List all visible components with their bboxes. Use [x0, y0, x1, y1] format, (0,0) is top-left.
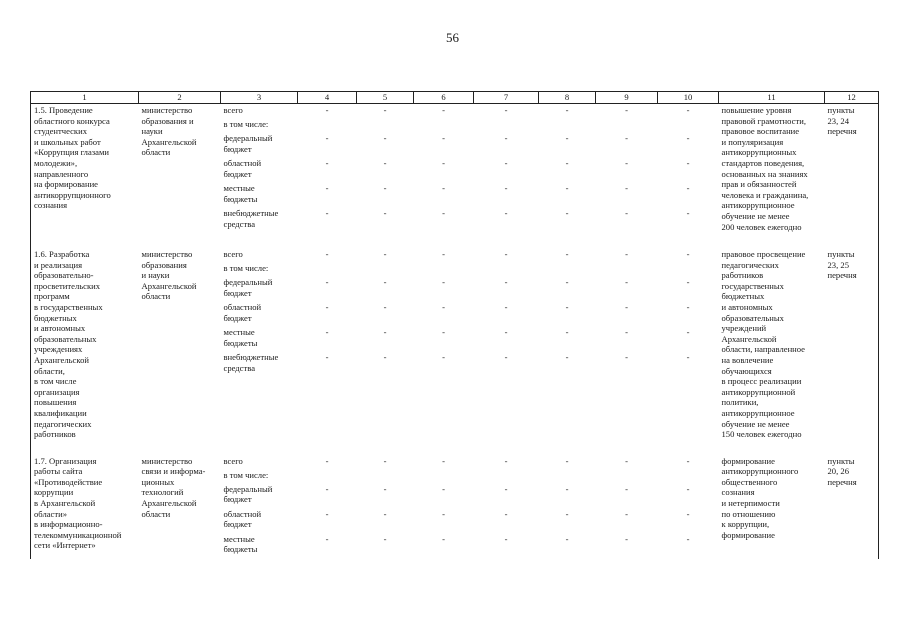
dash-value: - — [565, 183, 569, 193]
dash-value: - — [686, 133, 690, 143]
result-cell: повышение уровня правовой грамотности, правовое воспитание и популяризация антикоррупционных стандартов поведения, основанных на знаниях прав и обязанностей человека и гражданина, антикоррупционное обучение не менее 200 человек ежегодно — [721, 105, 809, 232]
column-header-5: 5 — [357, 92, 414, 104]
funding-source-label: всего — [223, 455, 243, 466]
dash-value: - — [625, 302, 628, 312]
dash-value: - — [504, 208, 508, 218]
dash-value: - — [625, 483, 628, 494]
funding-source-cell — [221, 455, 298, 559]
table-body — [31, 104, 879, 559]
dash-value: - — [325, 508, 329, 519]
funding-source-label: в том числе: — [223, 469, 269, 480]
dash-value: - — [325, 327, 329, 337]
amount-cell-col-5 — [357, 455, 414, 559]
amount-cell-col-8 — [539, 104, 596, 234]
dash-value: - — [504, 483, 508, 494]
column-header-7: 7 — [474, 92, 539, 104]
dash-value: - — [442, 208, 445, 218]
dash-value: - — [565, 158, 569, 168]
amount-cell-col-10 — [658, 104, 719, 234]
dash-value: - — [383, 533, 387, 544]
amount-cell-col-5 — [357, 104, 414, 234]
dash-value: - — [565, 455, 569, 466]
measure-cell: 1.5. Проведение областного конкурса студентческих и школьных работ «Коррупция глазами молодежи», направленного на формирование антикоррупционного сознания — [31, 104, 139, 234]
measure-cell: 1.7. Организация работы сайта «Противодействие коррупции в Архангельской области» в информационно- телекоммуникационной сети «Интернет» — [31, 455, 139, 559]
program-table — [30, 91, 879, 559]
dash-value: - — [625, 183, 628, 193]
funding-source-label: всего — [223, 105, 243, 115]
dash-value: - — [686, 455, 690, 466]
dash-value: - — [383, 133, 387, 143]
dash-value: - — [686, 277, 690, 287]
dash-value: - — [325, 277, 329, 287]
amount-cell-col-7 — [474, 248, 539, 440]
reference-cell: пункты 20, 26 перечня — [825, 455, 879, 559]
funding-source-label: всего — [223, 249, 243, 259]
funding-source-label: федеральный бюджет — [223, 277, 273, 298]
funding-source-label: местные бюджеты — [223, 183, 258, 204]
dash-value: - — [325, 302, 329, 312]
dash-value: - — [565, 327, 569, 337]
dash-value: - — [625, 133, 628, 143]
dash-value: - — [383, 483, 387, 494]
table-row — [31, 455, 879, 559]
dash-value: - — [565, 352, 569, 362]
amount-cell-col-6 — [414, 248, 474, 440]
funding-source-cell — [221, 104, 298, 234]
dash-value: - — [442, 302, 445, 312]
dash-value: - — [565, 249, 569, 259]
column-header-8: 8 — [539, 92, 596, 104]
dash-value: - — [504, 133, 508, 143]
page-number: 56 — [446, 30, 459, 45]
dash-value: - — [442, 158, 445, 168]
dash-value: - — [625, 508, 628, 519]
amount-cell-col-10 — [658, 248, 719, 440]
dash-value: - — [383, 208, 387, 218]
dash-value: - — [504, 327, 508, 337]
dash-value: - — [686, 533, 690, 544]
dash-value: - — [625, 208, 628, 218]
dash-value: - — [325, 208, 329, 218]
funding-source-label: внебюджетные средства — [223, 208, 279, 229]
dash-value: - — [442, 249, 445, 259]
column-header-11: 11 — [719, 92, 825, 104]
column-header-3: 3 — [221, 92, 298, 104]
dash-value: - — [686, 158, 690, 168]
column-header-2: 2 — [139, 92, 221, 104]
dash-value: - — [625, 277, 628, 287]
amount-cell-col-10 — [658, 455, 719, 559]
amount-cell-col-7 — [474, 455, 539, 559]
amount-cell-col-8 — [539, 455, 596, 559]
amount-cell-col-9 — [596, 455, 658, 559]
dash-value: - — [383, 249, 387, 259]
dash-value: - — [504, 352, 508, 362]
dash-value: - — [686, 352, 690, 362]
dash-value: - — [686, 483, 690, 494]
funding-source-label: федеральный бюджет — [223, 483, 273, 505]
column-header-12: 12 — [825, 92, 879, 104]
executor-cell: министерство образования и науки Архангельской области — [141, 105, 197, 158]
amount-cell-col-9 — [596, 248, 658, 440]
dash-value: - — [565, 508, 569, 519]
dash-value: - — [504, 105, 508, 115]
result-cell: формирование антикоррупционного общественного сознания и нетерпимости по отношению к коррупции, формирование — [721, 455, 799, 540]
column-header-9: 9 — [596, 92, 658, 104]
amount-cell-col-4 — [298, 248, 357, 440]
dash-value: - — [625, 352, 628, 362]
reference-cell: пункты 23, 25 перечня — [825, 248, 879, 440]
dash-value: - — [565, 105, 569, 115]
funding-source-label: областной бюджет — [223, 158, 262, 179]
column-header-1: 1 — [31, 92, 139, 104]
dash-value: - — [625, 158, 628, 168]
dash-value: - — [442, 533, 445, 544]
funding-source-label: областной бюджет — [223, 302, 262, 323]
dash-value: - — [442, 133, 445, 143]
dash-value: - — [325, 183, 329, 193]
dash-value: - — [625, 105, 628, 115]
dash-value: - — [504, 249, 508, 259]
dash-value: - — [565, 133, 569, 143]
dash-value: - — [686, 508, 690, 519]
dash-value: - — [325, 158, 329, 168]
funding-source-label: в том числе: — [223, 119, 269, 129]
dash-value: - — [325, 533, 329, 544]
dash-value: - — [383, 277, 387, 287]
row-spacer — [31, 440, 879, 455]
dash-value: - — [325, 105, 329, 115]
dash-value: - — [383, 508, 387, 519]
dash-value: - — [325, 249, 329, 259]
dash-value: - — [383, 455, 387, 466]
dash-value: - — [442, 455, 445, 466]
funding-source-label: внебюджетные средства — [223, 352, 279, 373]
executor-cell: министерство связи и информа- ционных технологий Архангельской области — [141, 455, 206, 519]
dash-value: - — [686, 105, 690, 115]
dash-value: - — [686, 327, 690, 337]
table-row — [31, 104, 879, 234]
dash-value: - — [565, 302, 569, 312]
result-cell: правовое просвещение педагогических работников государственных бюджетных и автономных образовательных учреждений Архангельской области, направленное на вовлечение обучающихся в процесс реализации антикоррупционной политики, антикоррупционное обучение не менее 150 человек ежегодно — [721, 249, 806, 440]
amount-cell-col-8 — [539, 248, 596, 440]
amount-cell-col-6 — [414, 104, 474, 234]
funding-source-label: местные бюджеты — [223, 533, 258, 555]
measure-cell: 1.6. Разработка и реализация образовательно- просветительских программ в государственных бюджетных и автономных образовательных учреждениях Архангельской области, в том числе организация повышения квалификации педагогических работников — [31, 248, 139, 440]
dash-value: - — [383, 183, 387, 193]
dash-value: - — [686, 208, 690, 218]
dash-value: - — [383, 327, 387, 337]
dash-value: - — [504, 533, 508, 544]
amount-cell-col-7 — [474, 104, 539, 234]
amount-cell-col-4 — [298, 104, 357, 234]
funding-source-label: в том числе: — [223, 263, 269, 273]
dash-value: - — [325, 483, 329, 494]
amount-cell-col-9 — [596, 104, 658, 234]
funding-source-cell — [221, 248, 298, 440]
funding-source-label: федеральный бюджет — [223, 133, 273, 154]
table-row — [31, 248, 879, 440]
dash-value: - — [565, 533, 569, 544]
dash-value: - — [325, 133, 329, 143]
reference-cell: пункты 23, 24 перечня — [825, 104, 879, 234]
dash-value: - — [625, 327, 628, 337]
dash-value: - — [442, 508, 445, 519]
dash-value: - — [504, 508, 508, 519]
dash-value: - — [504, 277, 508, 287]
dash-value: - — [625, 249, 628, 259]
dash-value: - — [686, 183, 690, 193]
dash-value: - — [504, 455, 508, 466]
dash-value: - — [383, 302, 387, 312]
dash-value: - — [565, 483, 569, 494]
amount-cell-col-6 — [414, 455, 474, 559]
dash-value: - — [686, 302, 690, 312]
dash-value: - — [442, 105, 445, 115]
dash-value: - — [504, 158, 508, 168]
amount-cell-col-4 — [298, 455, 357, 559]
dash-value: - — [325, 455, 329, 466]
row-spacer — [31, 233, 879, 248]
dash-value: - — [442, 483, 445, 494]
dash-value: - — [442, 277, 445, 287]
dash-value: - — [686, 249, 690, 259]
dash-value: - — [442, 327, 445, 337]
funding-source-label: областной бюджет — [223, 508, 262, 530]
dash-value: - — [383, 352, 387, 362]
dash-value: - — [325, 352, 329, 362]
dash-value: - — [383, 105, 387, 115]
dash-value: - — [565, 277, 569, 287]
dash-value: - — [625, 455, 628, 466]
table-header — [31, 92, 879, 104]
column-header-4: 4 — [298, 92, 357, 104]
dash-value: - — [383, 158, 387, 168]
funding-source-label: местные бюджеты — [223, 327, 258, 348]
executor-cell: министерство образования и науки Архангельской области — [141, 249, 197, 302]
dash-value: - — [504, 183, 508, 193]
dash-value: - — [442, 352, 445, 362]
dash-value: - — [504, 302, 508, 312]
amount-cell-col-5 — [357, 248, 414, 440]
column-header-6: 6 — [414, 92, 474, 104]
dash-value: - — [565, 208, 569, 218]
dash-value: - — [442, 183, 445, 193]
dash-value: - — [625, 533, 628, 544]
column-header-10: 10 — [658, 92, 719, 104]
